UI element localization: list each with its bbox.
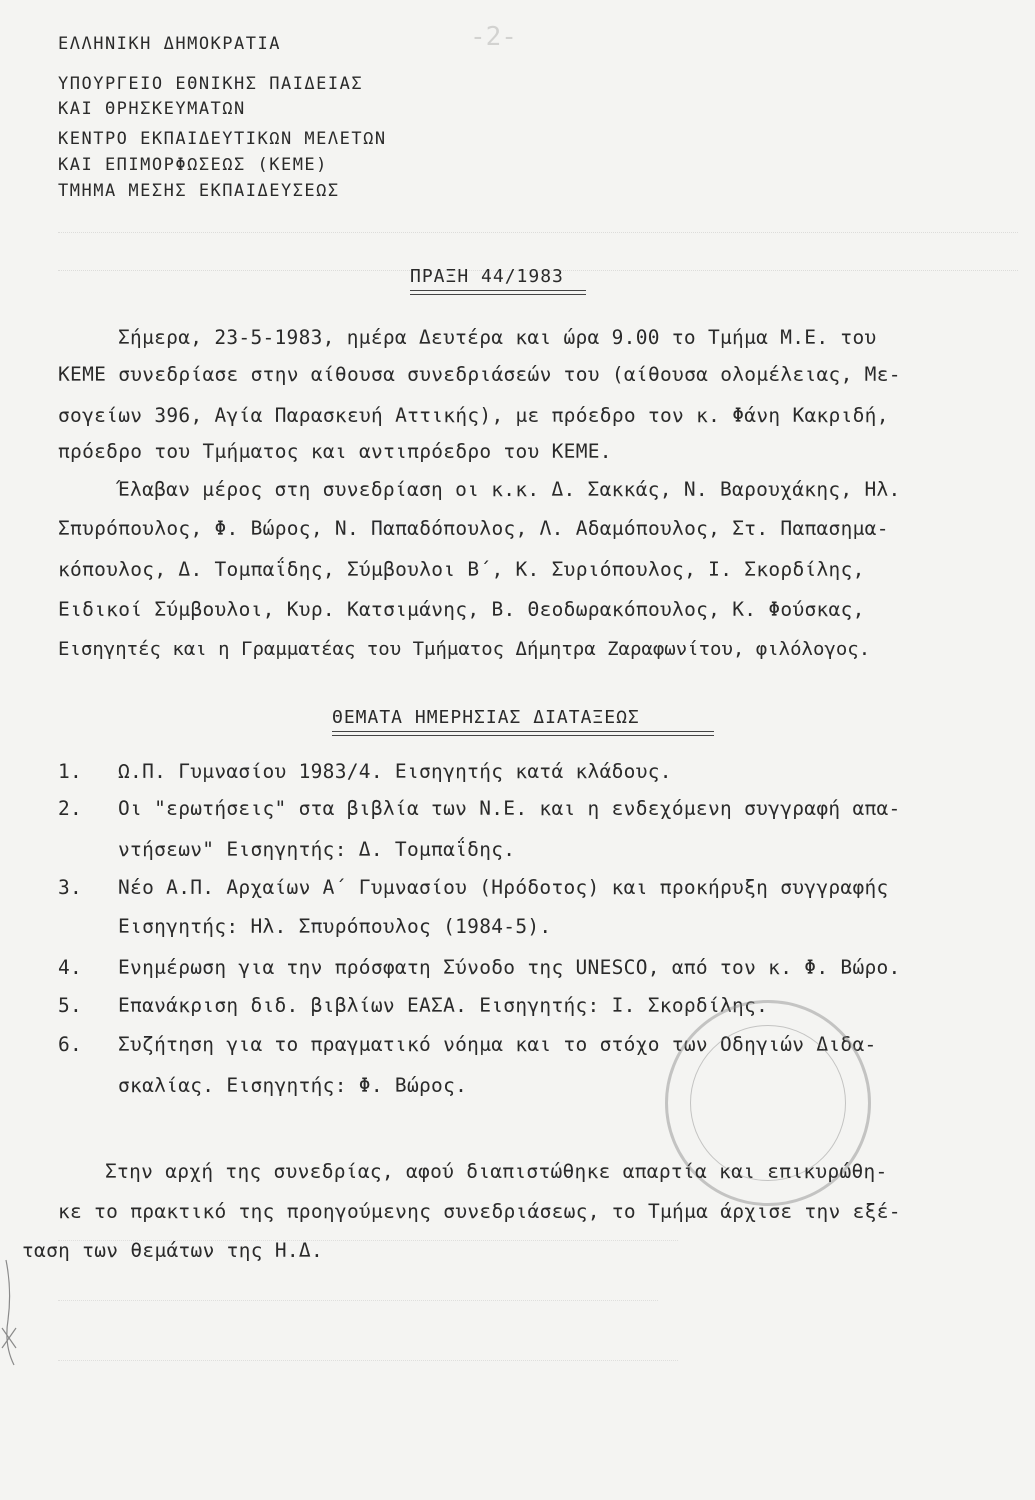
intro-line: πρόεδρο του Τμήματος και αντιπρόεδρο του ΚΕΜΕ.: [58, 440, 612, 463]
agenda-item-text: Ω.Π. Γυμνασίου 1983/4. Εισηγητής κατά κλάδους.: [118, 760, 672, 783]
closing-line: ταση των θεμάτων της Η.Δ.: [22, 1239, 323, 1262]
agenda-item-text: Νέο Α.Π. Αρχαίων Α΄ Γυμνασίου (Ηρόδοτος) και προκήρυξη συγγραφής: [118, 876, 889, 899]
margin-pencil-mark: [0, 1250, 20, 1370]
header-line-republic: ΕΛΛΗΝΙΚΗ ΔΗΜΟΚΡΑΤΙΑ: [58, 34, 281, 54]
agenda-item-text: Εισηγητής: Ηλ. Σπυρόπουλος (1984-5).: [118, 915, 552, 938]
document-title: ΠΡΑΞΗ 44/1983: [410, 266, 564, 287]
agenda-item-text: Συζήτηση για το πραγματικό νόημα και το στόχο των Οδηγιών Διδα-: [118, 1033, 877, 1056]
closing-line: κε το πρακτικό της προηγούμενης συνεδριάσεως, το Τμήμα άρχισε την εξέ-: [58, 1200, 901, 1223]
participants-line: Έλαβαν μέρος στη συνεδρίαση οι κ.κ. Δ. Σακκάς, Ν. Βαρουχάκης, Ηλ.: [118, 478, 901, 501]
agenda-item-number: 3.: [58, 876, 83, 899]
agenda-item-number: 5.: [58, 994, 83, 1017]
agenda-item-number: 6.: [58, 1033, 83, 1056]
intro-line: ΚΕΜΕ συνεδρίασε στην αίθουσα συνεδριάσεών του (αίθουσα ολομέλειας, Με-: [58, 363, 901, 386]
header-line-ministry: ΥΠΟΥΡΓΕΙΟ ΕΘΝΙΚΗΣ ΠΑΙΔΕΙΑΣ: [58, 74, 364, 94]
bleed-through-page-number: -2-: [470, 22, 517, 52]
agenda-title: ΘΕΜΑΤΑ ΗΜΕΡΗΣΙΑΣ ΔΙΑΤΑΞΕΩΣ: [332, 707, 640, 728]
agenda-item-text: Οι "ερωτήσεις" στα βιβλία των Ν.Ε. και η ενδεχόμενη συγγραφή απα-: [118, 797, 901, 820]
header-line-department: ΤΜΗΜΑ ΜΕΣΗΣ ΕΚΠΑΙΔΕΥΣΕΩΣ: [58, 181, 340, 201]
bleed-through-text: [58, 1300, 658, 1313]
agenda-item-number: 2.: [58, 797, 83, 820]
participants-line: Εισηγητές και η Γραμματέας του Τμήματος Δήμητρα Ζαραφωνίτου, φιλόλογος.: [58, 638, 871, 660]
title-underline: [410, 290, 586, 295]
bleed-through-text: [58, 1360, 678, 1373]
agenda-item-text: σκαλίας. Εισηγητής: Φ. Βώρος.: [118, 1074, 468, 1097]
participants-line: Ειδικοί Σύμβουλοι, Κυρ. Κατσιμάνης, Β. Θεοδωρακόπουλος, Κ. Φούσκας,: [58, 598, 865, 621]
header-line-religion: ΚΑΙ ΘΡΗΣΚΕΥΜΑΤΩΝ: [58, 99, 246, 119]
bleed-through-text: [58, 232, 1018, 245]
header-line-training: ΚΑΙ ΕΠΙΜΟΡΦΩΣΕΩΣ (ΚΕΜΕ): [58, 155, 328, 175]
agenda-item-text: ντήσεων" Εισηγητής: Δ. Τομπαΐδης.: [118, 838, 516, 861]
agenda-item-text: Ενημέρωση για την πρόσφατη Σύνοδο της UNESCO, από τον κ. Φ. Βώρο.: [118, 956, 901, 979]
agenda-item-number: 1.: [58, 760, 83, 783]
participants-line: κόπουλος, Δ. Τομπαΐδης, Σύμβουλοι Β΄, Κ. Συριόπουλος, Ι. Σκορδίλης,: [58, 558, 865, 581]
agenda-title-underline: [332, 731, 714, 736]
closing-line: Στην αρχή της συνεδρίας, αφού διαπιστώθηκε απαρτία και επικυρώθη-: [105, 1160, 888, 1183]
intro-line: σογείων 396, Αγία Παρασκευή Αττικής), με πρόεδρο τον κ. Φάνη Κακριδή,: [58, 404, 889, 427]
agenda-item-text: Επανάκριση διδ. βιβλίων ΕΑΣΑ. Εισηγητής: Ι. Σκορδίλης.: [118, 994, 769, 1017]
header-line-centre: ΚΕΝΤΡΟ ΕΚΠΑΙΔΕΥΤΙΚΩΝ ΜΕΛΕΤΩΝ: [58, 129, 387, 149]
participants-line: Σπυρόπουλος, Φ. Βώρος, Ν. Παπαδόπουλος, Λ. Αδαμόπουλος, Στ. Παπασημα-: [58, 517, 889, 540]
agenda-item-number: 4.: [58, 956, 83, 979]
intro-line: Σήμερα, 23-5-1983, ημέρα Δευτέρα και ώρα 9.00 το Τμήμα Μ.Ε. του: [118, 326, 877, 349]
